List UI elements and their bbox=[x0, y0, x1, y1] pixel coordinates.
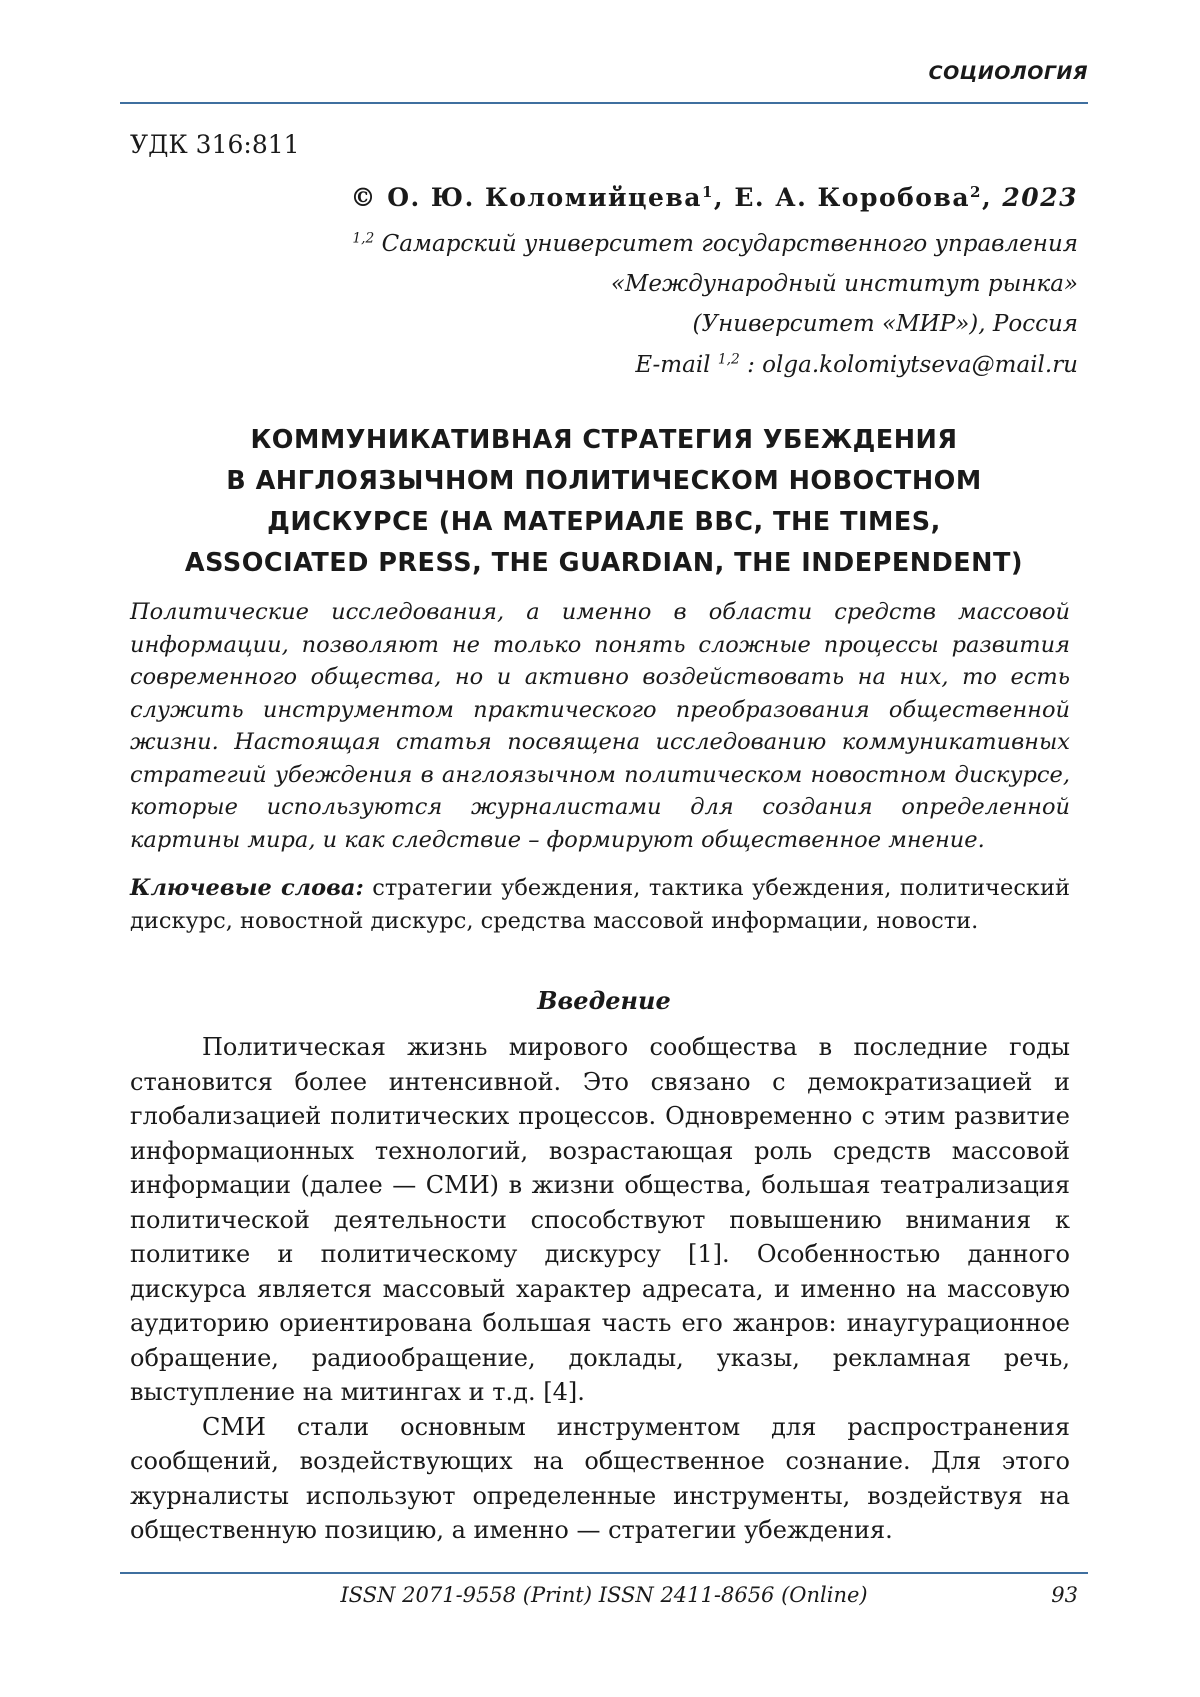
title-line-4: ASSOCIATED PRESS, THE GUARDIAN, THE INDEPENDENT) bbox=[120, 543, 1088, 584]
authors-line bbox=[351, 183, 1078, 212]
affiliation-mark: 1,2 bbox=[352, 231, 374, 247]
udk-code: УДК 316:811 bbox=[130, 130, 300, 159]
affiliation bbox=[352, 224, 1078, 344]
title-line-2: В АНГЛОЯЗЫЧНОМ ПОЛИТИЧЕСКОМ НОВОСТНОМ bbox=[120, 461, 1088, 502]
footer-rule bbox=[120, 1572, 1088, 1574]
introduction-heading: Введение bbox=[120, 986, 1088, 1015]
abstract: Политические исследования, а именно в области средств массовой информации, позволяют не только понять сложные процессы развития современного общества, но и активно воздействовать на них, то есть служить инструментом практического преобразования общественной жизни. Настоящая статья посвящена исследованию коммуникативных стратегий убеждения в англоязычном политическом новостном дискурсе, которые используются журналистами для создания определенной картины мира, и как следствие – формируют общественное мнение. bbox=[130, 596, 1070, 856]
email-line bbox=[635, 352, 1078, 378]
affiliation-line-1-text: Самарский университет государственного управления bbox=[374, 231, 1078, 257]
title-line-1: КОММУНИКАТИВНАЯ СТРАТЕГИЯ УБЕЖДЕНИЯ bbox=[120, 420, 1088, 461]
article-title bbox=[120, 420, 1088, 584]
affiliation-line-1 bbox=[352, 224, 1078, 264]
header-rule bbox=[120, 102, 1088, 104]
affiliation-line-2: «Международный институт рынка» bbox=[352, 264, 1078, 304]
publication-year: 2023 bbox=[1002, 183, 1078, 212]
author-2: , Е. А. Коробова bbox=[714, 183, 970, 212]
keywords-label: Ключевые слова: bbox=[130, 875, 364, 901]
page-number: 93 bbox=[1051, 1583, 1078, 1607]
email-address[interactable]: : olga.kolomiytseva@mail.ru bbox=[740, 352, 1078, 378]
footer-issn: ISSN 2071-9558 (Print) ISSN 2411-8656 (Online) bbox=[120, 1583, 1088, 1607]
title-line-3: ДИСКУРСЕ (НА МАТЕРИАЛЕ BBC, THE TIMES, bbox=[120, 502, 1088, 543]
paragraph-1: Политическая жизнь мирового сообщества в последние годы становится более интенсивной. Это связано с демократизацией и глобализацией политических процессов. Одновременно с этим развитие информационных технологий, возрастающая роль средств массовой информации (далее — СМИ) в жизни общества, большая театрализация политической деятельности способствуют повышению внимания к политике и политическому дискурсу [1]. Особенностью данного дискурса является массовый характер адресата, и именно на массовую аудиторию ориентирована большая часть его жанров: инаугурационное обращение, радиообращение, доклады, указы, рекламная речь, выступление на митингах и т.д. [4]. bbox=[130, 1030, 1070, 1410]
author-1: © О. Ю. Коломийцева bbox=[351, 183, 702, 212]
author-1-affiliation-mark: 1 bbox=[702, 183, 714, 201]
affiliation-line-3: (Университет «МИР»), Россия bbox=[352, 304, 1078, 344]
introduction-body bbox=[130, 1030, 1070, 1548]
author-2-affiliation-mark: 2 bbox=[970, 183, 982, 201]
email-affiliation-mark: 1,2 bbox=[718, 352, 740, 368]
email-label: E-mail bbox=[635, 352, 718, 378]
paragraph-2: СМИ стали основным инструментом для распространения сообщений, воздействующих на общественное сознание. Для этого журналисты используют определенные инструменты, воздействуя на общественную позицию, а именно — стратегии убеждения. bbox=[130, 1410, 1070, 1548]
authors-separator: , bbox=[982, 183, 1002, 212]
keywords-text: стратегии убеждения, тактика убеждения, политический дискурс, новостной дискурс, средства массовой информации, новости. bbox=[130, 875, 1070, 934]
keywords bbox=[130, 872, 1070, 937]
journal-section-header: СОЦИОЛОГИЯ bbox=[929, 62, 1088, 84]
